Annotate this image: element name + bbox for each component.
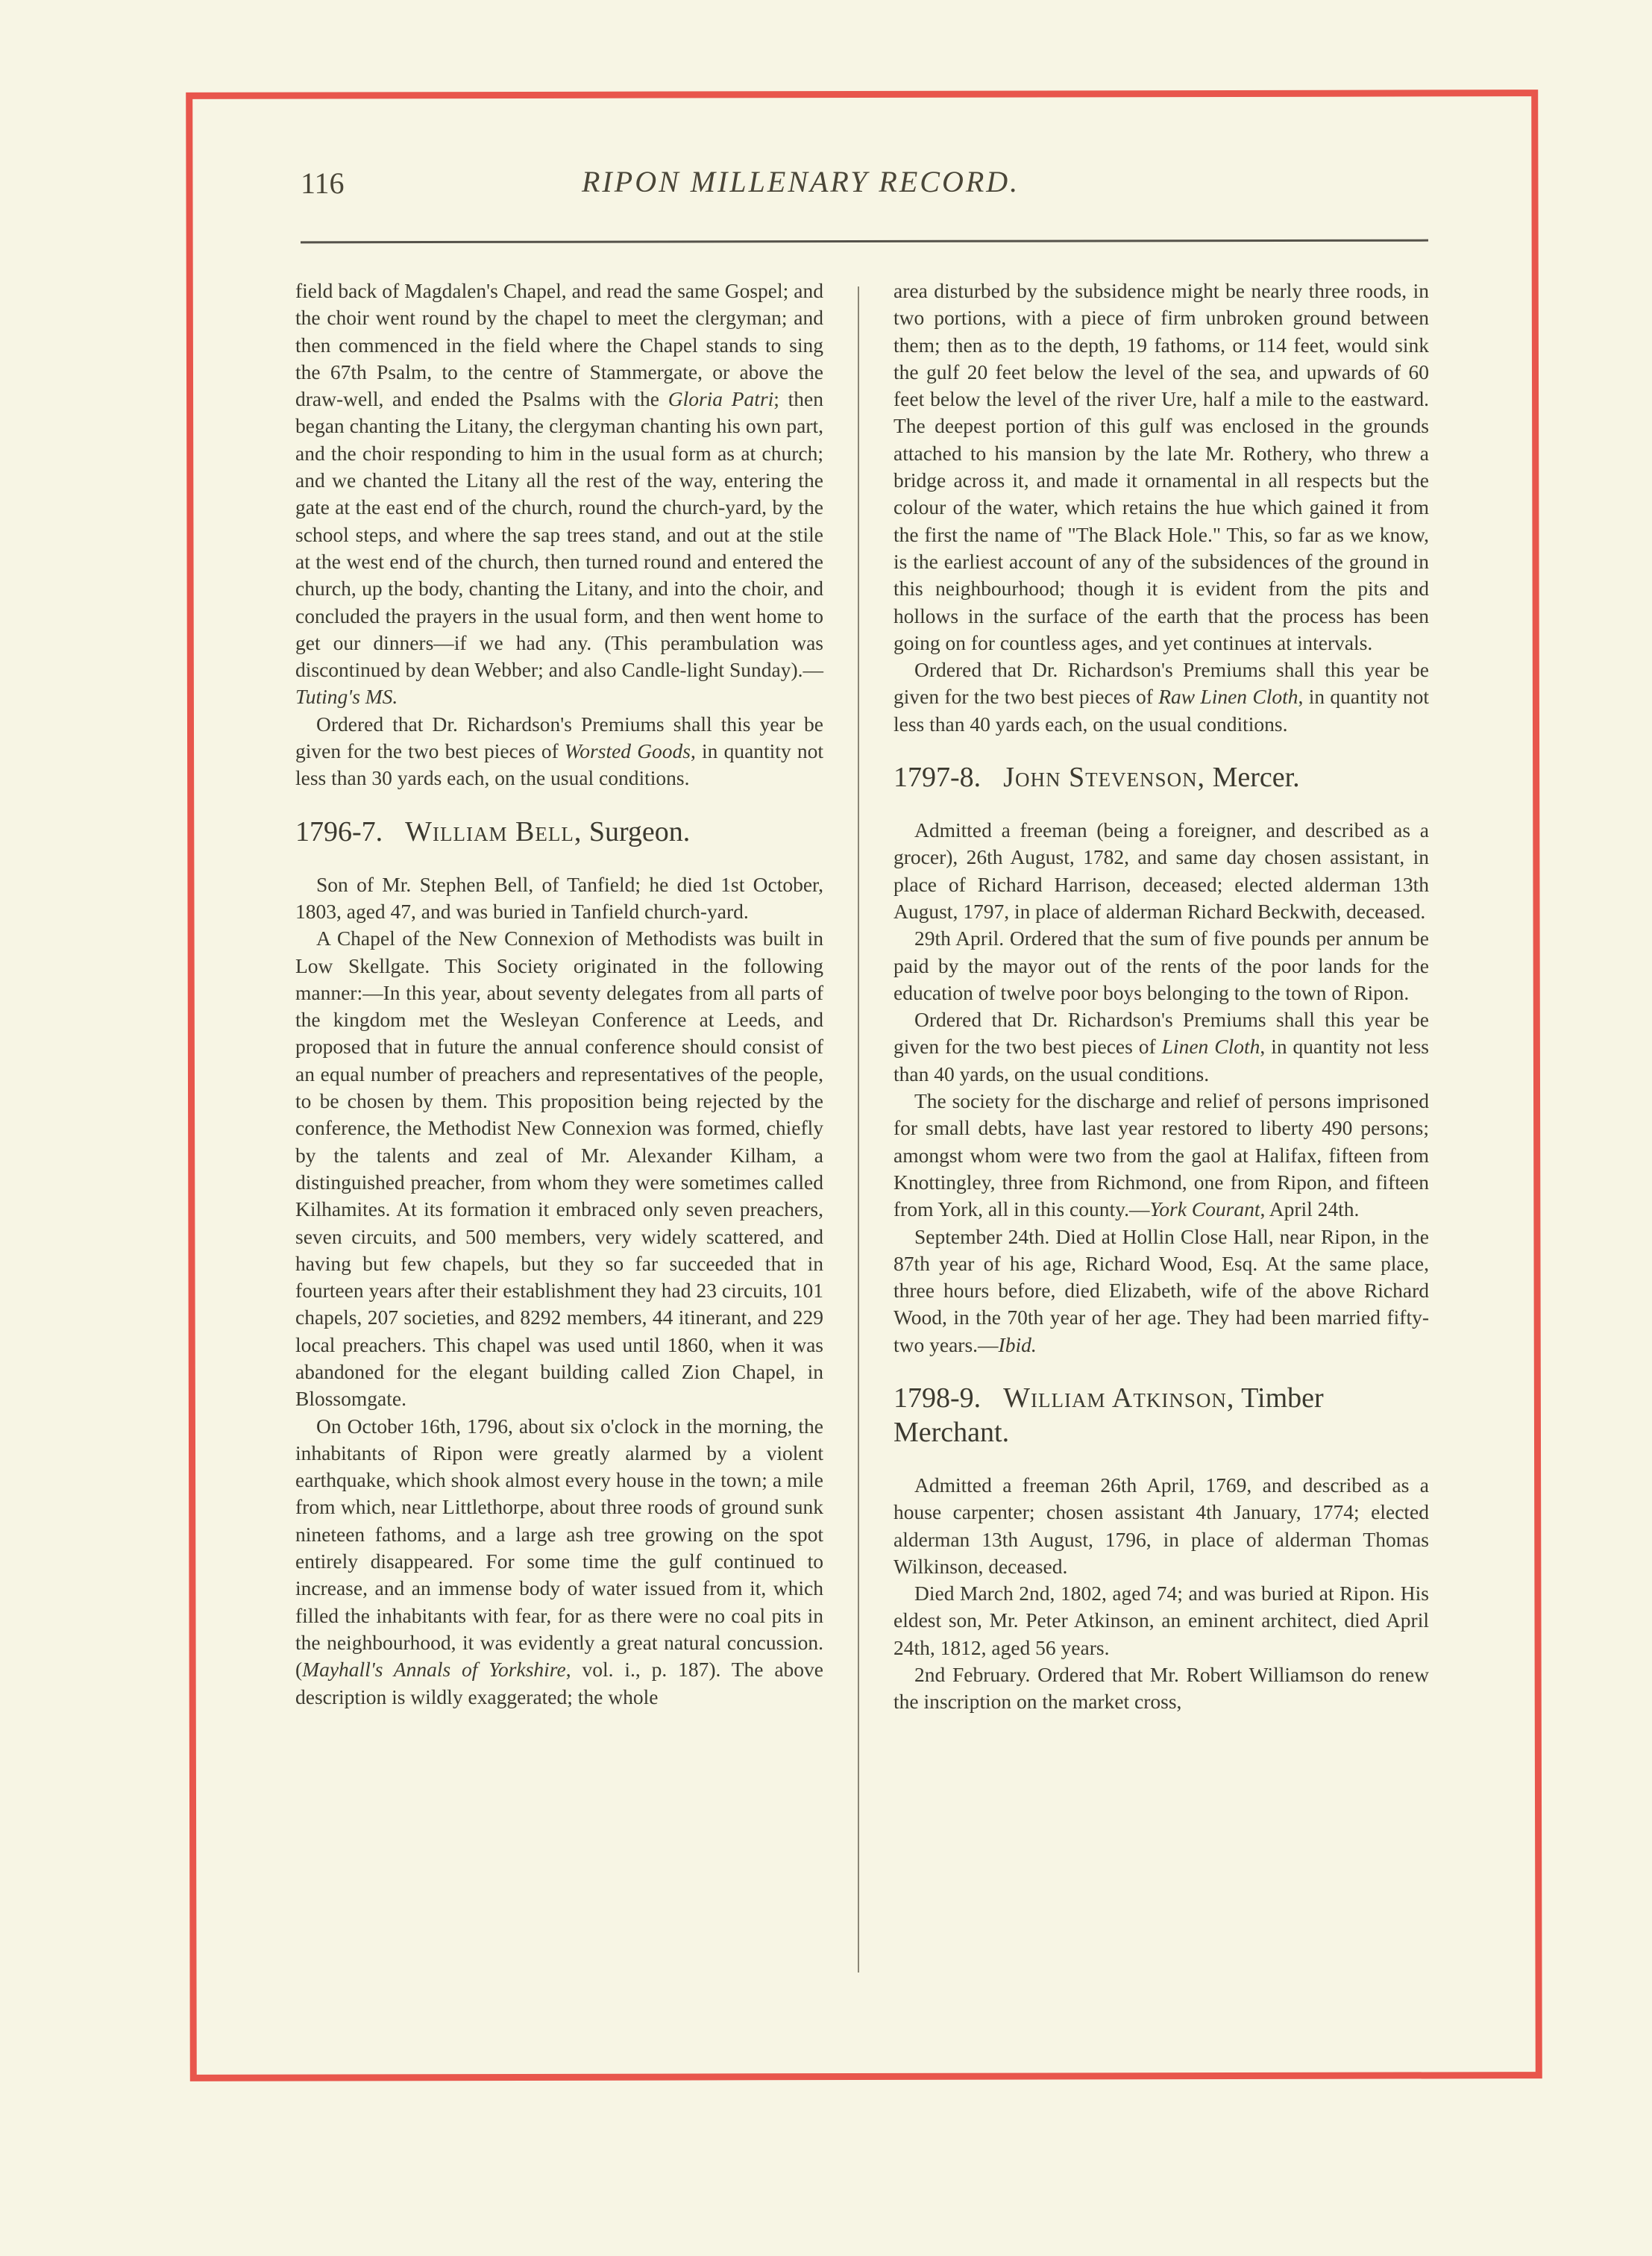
- text-run: A Chapel of the New Connexion of Methodists was built in Low Skellgate. This Society originated in the following manner:—In this year, about seventy delegates from all parts of the kingdom met the Wesleyan Conference at Leeds, and proposed that in future the annual conference should consist of an equal number of preachers and representatives of the people, to be chosen by them. This proposition being rejected by the conference, the Methodist New Connexion was formed, chiefly by the talents and zeal of Mr. Alexander Kilham, a distinguished preacher, from whom they were sometimes called Kilhamites. At its formation it embraced only seven preachers, seven circuits, and 500 members, very widely scattered, and having but few chapels, but they so far succeeded that in fourteen years after their establishment they had 23 circuits, 101 chapels, 207 societies, and 8292 members, 44 itinerant, and 229 local preachers. This chapel was used until 1860, when it was abandoned for the elegant building called Zion Chapel, in Blossomgate.: [295, 927, 823, 1411]
- entry-heading: [295, 815, 823, 849]
- text-run: ; then began chanting the Litany, the clergyman chanting his own part, and the choir responding to him in the usual form as at church; and we chanted the Litany all the rest of the way, entering the gate at the east end of the church, round the church-yard, by the school steps, and where the sap trees stand, and out at the stile at the west end of the church, then turned round and entered the church, up the body, chanting the Litany, and into the choir, and concluded the prayers in the usual form, and then went home to get our dinners—if we had any. (This perambulation was discontinued by dean Webber; and also Candle-light Sunday).—: [295, 387, 823, 682]
- italic-text: Ibid.: [998, 1332, 1037, 1356]
- running-title: RIPON MILLENARY RECORD.: [582, 165, 1020, 198]
- page-number: 116: [301, 166, 345, 200]
- text-run: Son of Mr. Stephen Bell, of Tanfield; he died 1st October, 1803, aged 47, and was buried in Tanfield church-yard.: [295, 872, 823, 923]
- entry-heading: [893, 760, 1429, 795]
- text-run: 29th April. Ordered that the sum of five pounds per annum be paid by the mayor out of the rents of the poor lands for the education of twelve poor boys belonging to the town of Ripon.: [893, 927, 1429, 1004]
- italic-text: Linen Cloth: [1161, 1035, 1260, 1059]
- entry-year: 1797-8.: [893, 762, 982, 794]
- paragraph: [893, 1006, 1429, 1088]
- entry-year: 1796-7.: [295, 815, 383, 847]
- text-run: September 24th. Died at Hollin Close Hall, near Ripon, in the 87th year of his age, Richard Wood, Esq. At the same place, three hours before, died Elizabeth, wife of the above Richard Wood, in the 70th year of her age. They had been married fifty-two years.—: [893, 1224, 1429, 1356]
- paragraph: [893, 1223, 1429, 1359]
- entry-name: John Stevenson,: [1003, 762, 1206, 794]
- paragraph: [295, 925, 823, 1412]
- text-run: 2nd February. Ordered that Mr. Robert Williamson do renew the inscription on the market cross,: [893, 1663, 1429, 1714]
- italic-text: Mayhall's Annals of Yorkshire: [302, 1658, 566, 1682]
- paragraph: [893, 1580, 1429, 1661]
- entry-title: Surgeon.: [582, 815, 691, 847]
- entry-name: William Atkinson,: [1003, 1382, 1235, 1414]
- text-run: , in quantity not less than 40 yards, on the usual conditions.: [893, 1035, 1429, 1085]
- entry-title: Mercer.: [1205, 762, 1300, 794]
- paragraph: [893, 925, 1429, 1006]
- left-column: [295, 278, 823, 1711]
- italic-text: York Courant: [1149, 1197, 1260, 1221]
- paragraph: [893, 278, 1429, 657]
- italic-text: Tuting's MS.: [295, 685, 398, 709]
- paragraph: [295, 871, 823, 926]
- italic-text: Gloria Patri: [668, 387, 774, 411]
- text-run: area disturbed by the subsidence might be nearly three roods, in two portions, with a piece of firm unbroken ground between them; then as to the depth, 19 fathoms, or 114 feet, would sink the gulf 20 feet below the level of the sea, and upwards of 60 feet below the level of the river Ure, half a mile to the eastward. The deepest portion of this gulf was enclosed in the grounds attached to his mansion by the late Mr. Rothery, who threw a bridge across it, and made it ornamental in all respects but the colour of the water, which retains the hue which gained it from the first the name of "The Black Hole." This, so far as we know, is the earliest account of any of the subsidences of the ground in this neighbourhood; though it is evident from the pits and hollows in the surface of the earth that the process has been going on for countless ages, and yet continues at intervals.: [893, 279, 1429, 654]
- column-divider: [858, 286, 859, 1973]
- entry-heading: [893, 1381, 1429, 1450]
- paragraph: [893, 1661, 1429, 1716]
- paragraph: [893, 1472, 1429, 1580]
- italic-text: Raw Linen Cloth: [1158, 685, 1298, 709]
- text-run: Died March 2nd, 1802, aged 74; and was buried at Ripon. His eldest son, Mr. Peter Atkinson, an eminent architect, died April 24th, 1812, aged 56 years.: [893, 1582, 1429, 1659]
- entry-title: Timber Merchant.: [893, 1382, 1324, 1448]
- text-run: Ordered that Dr. Richardson's Premiums shall this year be given for the two best pieces of: [893, 658, 1429, 709]
- entry-name: William Bell,: [405, 815, 582, 847]
- text-run: , in quantity not less than 30 yards each, on the usual conditions.: [295, 739, 823, 790]
- paragraph: [893, 1088, 1429, 1223]
- right-column: [893, 278, 1429, 1716]
- text-run: , April 24th.: [1260, 1197, 1360, 1221]
- paragraph: [295, 1413, 823, 1711]
- paragraph: [295, 278, 823, 711]
- text-run: , vol. i., p. 187). The above description is wildly exaggerated; the whole: [295, 1658, 824, 1708]
- paragraph: [893, 817, 1429, 925]
- paragraph: [295, 711, 823, 792]
- text-run: Admitted a freeman 26th April, 1769, and described as a house carpenter; chosen assistant 4th January, 1774; elected alderman 13th August, 1796, in place of alderman Thomas Wilkinson, deceased.: [893, 1473, 1429, 1578]
- text-run: On October 16th, 1796, about six o'clock in the morning, the inhabitants of Ripon were greatly alarmed by a violent earthquake, which shook almost every house in the town; a mile from which, near Littlethorpe, about three roods of ground sunk nineteen fathoms, and a large ash tree growing on the spot entirely disappeared. For some time the gulf continued to increase, and an immense body of water issued from it, which filled the inhabitants with fear, for as there were no coal pits in the neighbourhood, it was evidently a great natural concussion. (: [295, 1414, 823, 1682]
- italic-text: Worsted Goods: [564, 739, 691, 763]
- paragraph: [893, 657, 1429, 738]
- entry-year: 1798-9.: [893, 1382, 982, 1414]
- text-run: Ordered that Dr. Richardson's Premiums shall this year be given for the two best pieces of: [893, 1008, 1429, 1059]
- text-run: , in quantity not less than 40 yards each, on the usual conditions.: [893, 685, 1429, 736]
- text-run: Admitted a freeman (being a foreigner, and described as a grocer), 26th August, 1782, and same day chosen assistant, in place of Richard Harrison, deceased; elected alderman 13th August, 1797, in place of alderman Richard Beckwith, deceased.: [893, 818, 1429, 923]
- text-run: The society for the discharge and relief of persons imprisoned for small debts, have last year restored to liberty 490 persons; amongst whom were two from the gaol at Halifax, fifteen from Knottingley, three from Richmond, one from Ripon, and fifteen from York, all in this county.—: [893, 1089, 1429, 1221]
- text-run: field back of Magdalen's Chapel, and read the same Gospel; and the choir went round by the chapel to meet the clergyman; and then commenced in the field where the Chapel stands to sing the 67th Psalm, to the centre of Stammergate, or above the draw-well, and ended the Psalms with the: [295, 279, 823, 411]
- text-run: Ordered that Dr. Richardson's Premiums shall this year be given for the two best pieces of: [295, 712, 823, 763]
